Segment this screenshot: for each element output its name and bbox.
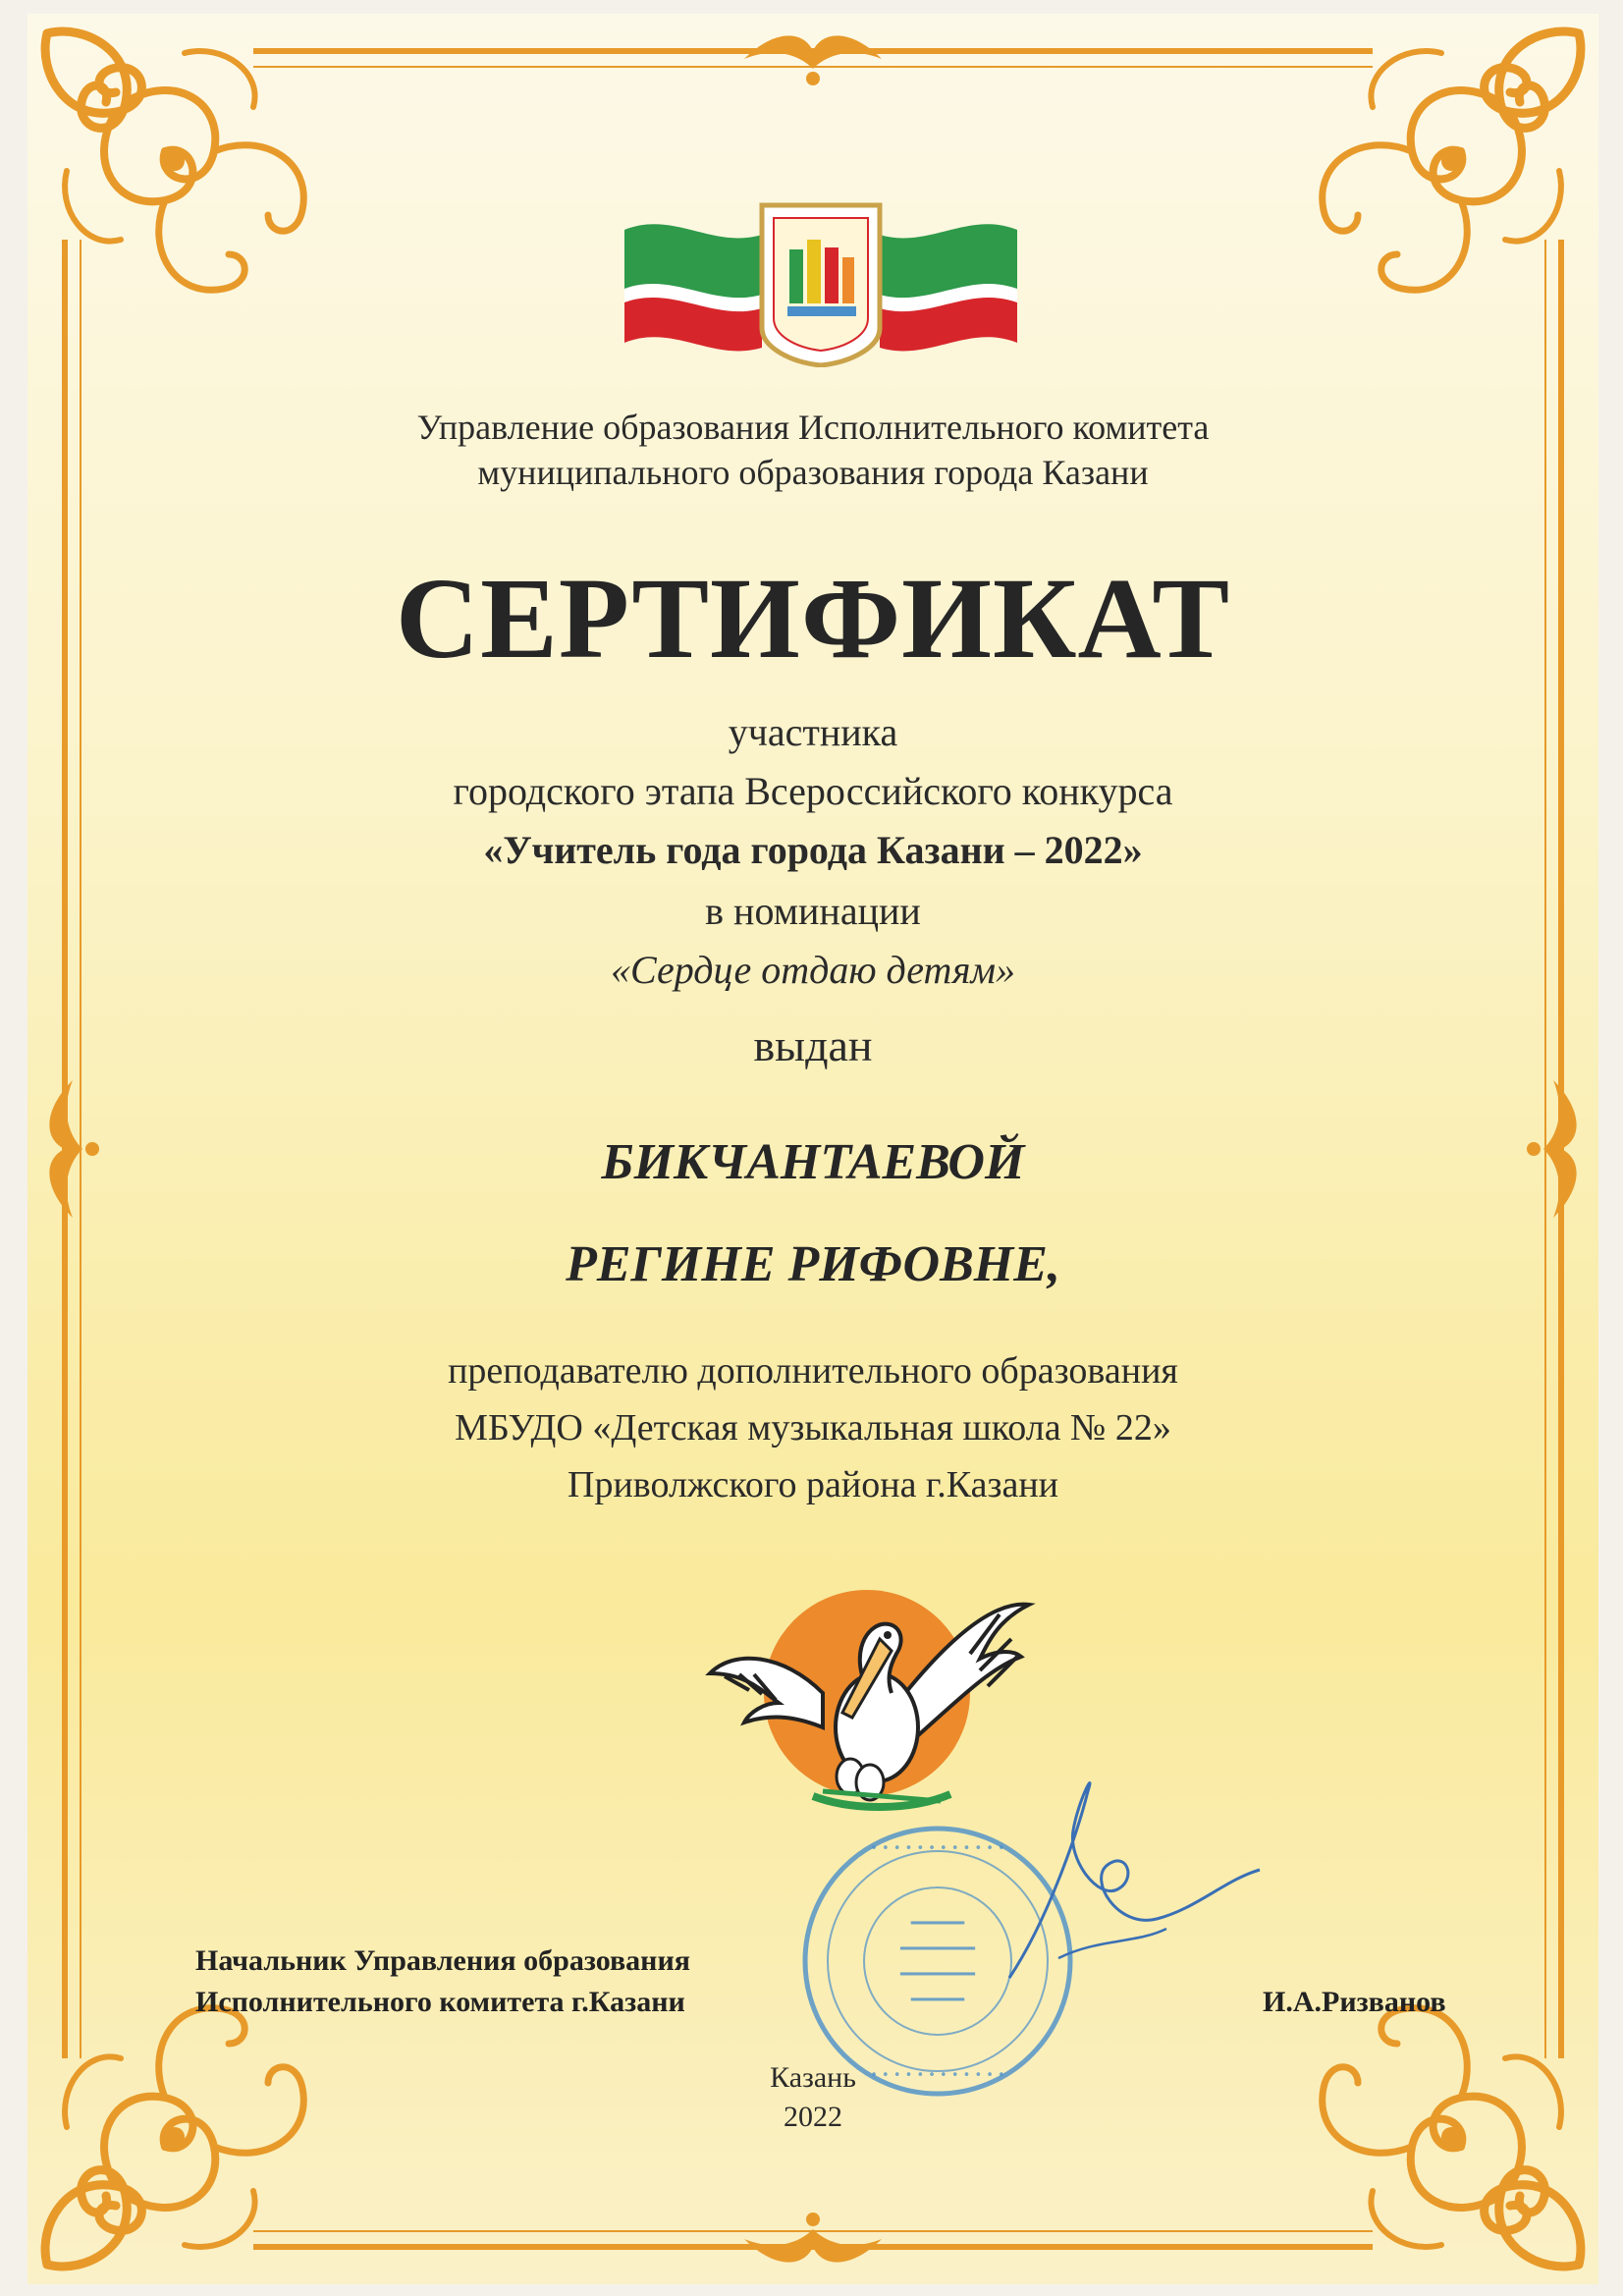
position-line-1: преподавателю дополнительного образования bbox=[448, 1350, 1178, 1392]
recipient-given-names: РЕГИНЕ РИФОВНЕ, bbox=[566, 1236, 1060, 1292]
svg-text:━━━━━━━: ━━━━━━━ bbox=[900, 1939, 975, 1959]
issue-year: 2022 bbox=[784, 2101, 842, 2133]
signer-role-line-1: Начальник Управления образования bbox=[195, 1944, 690, 1977]
contest-name: «Учитель года города Казани – 2022» bbox=[483, 828, 1143, 872]
certificate-title: СЕРТИФИКАТ bbox=[395, 554, 1231, 683]
issue-place: Казань bbox=[770, 2061, 856, 2094]
position-line-3: Приволжского района г.Казани bbox=[568, 1464, 1058, 1505]
issued-label: выдан bbox=[753, 1020, 873, 1070]
signer-role bbox=[195, 1941, 690, 2023]
header-organization bbox=[27, 405, 1598, 495]
handwritten-signature bbox=[970, 1772, 1265, 1997]
svg-text:━━━━━: ━━━━━ bbox=[910, 1913, 965, 1934]
body-line-stage: городского этапа Всероссийского конкурса bbox=[453, 769, 1173, 813]
svg-text:━━━━━━━: ━━━━━━━ bbox=[900, 1964, 975, 1985]
body-line-nomination-intro: в номинации bbox=[705, 889, 921, 933]
header-line-1: Управление образования Исполнительного комитета bbox=[416, 408, 1210, 447]
signer-name: И.А.Ризванов bbox=[1263, 1986, 1446, 2018]
nomination-name: «Сердце отдаю детям» bbox=[611, 948, 1015, 992]
body-line-participant: участника bbox=[728, 710, 898, 754]
recipient-surname: БИКЧАНТАЕВОЙ bbox=[601, 1134, 1025, 1190]
svg-text:━━━━━: ━━━━━ bbox=[910, 1990, 965, 2010]
emblem-flag-logo bbox=[615, 191, 1027, 367]
header-line-2: муниципального образования города Казани bbox=[477, 453, 1149, 492]
signer-role-line-2: Исполнительного комитета г.Казани bbox=[195, 1986, 685, 2018]
svg-text:• • • • • • • • • • • •: • • • • • • • • • • • • bbox=[870, 1841, 1005, 1856]
position-line-2: МБУДО «Детская музыкальная школа № 22» bbox=[455, 1407, 1171, 1449]
certificate-sheet bbox=[27, 14, 1598, 2284]
svg-text:• • • • • • • • • • • •: • • • • • • • • • • • • bbox=[870, 2068, 1005, 2083]
